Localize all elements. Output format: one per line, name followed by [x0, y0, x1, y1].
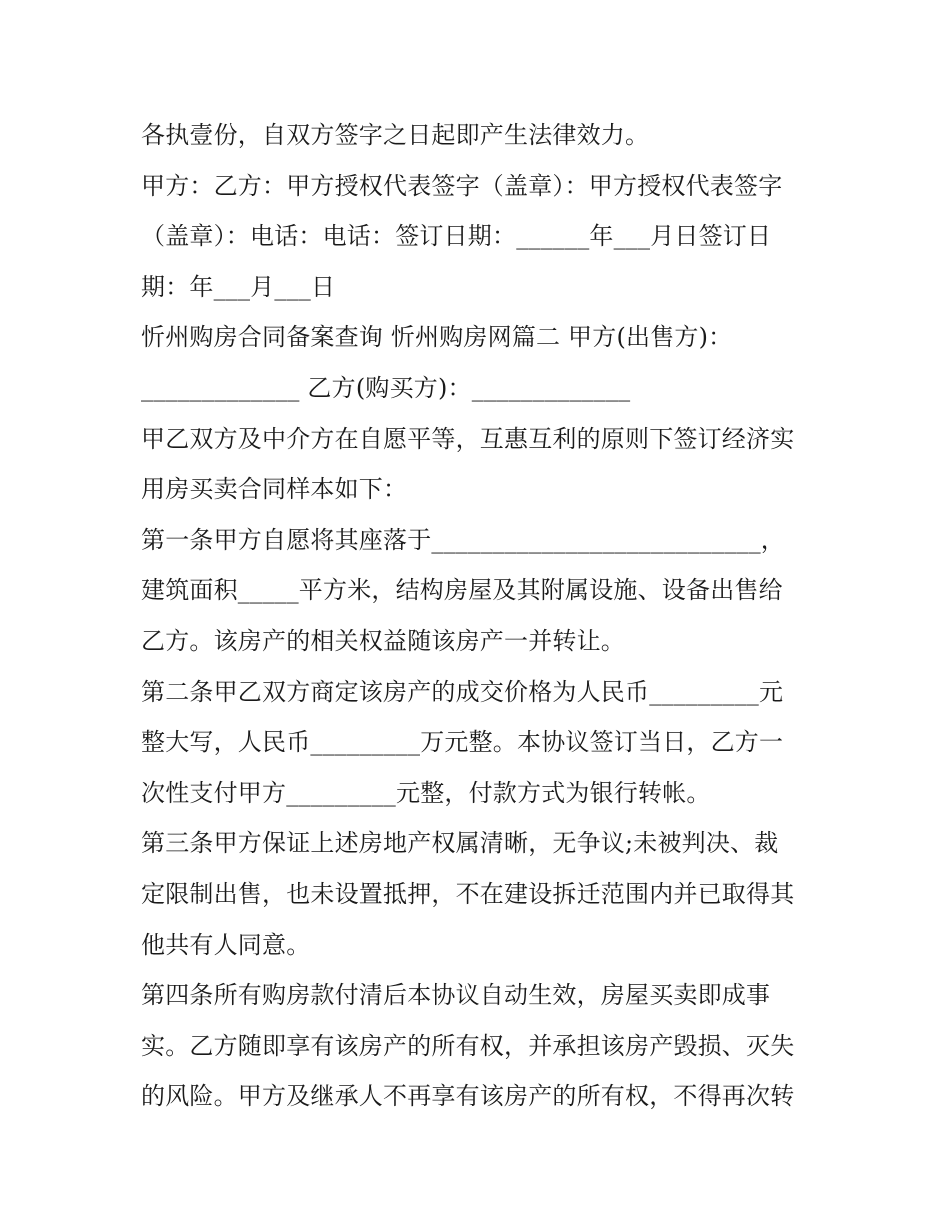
text-line: 他共有人同意。 — [141, 930, 311, 959]
text-line: 期：年___月___日 — [141, 272, 336, 301]
text-line: 第四条所有购房款付清后本协议自动生效，房屋买卖即成事 — [141, 981, 771, 1010]
text-line: 次性支付甲方_________元整，付款方式为银行转帐。 — [141, 778, 711, 807]
text-line: 甲乙双方及中介方在自愿平等，互惠互利的原则下签订经济实 — [141, 424, 795, 453]
text-line: 甲方：乙方：甲方授权代表签字（盖章）：甲方授权代表签字 — [141, 171, 783, 200]
text-line: 建筑面积_____平方米，结构房屋及其附属设施、设备出售给 — [141, 576, 783, 605]
text-line: （盖章）：电话：电话：签订日期：______年___月日签订日 — [141, 222, 772, 251]
text-line: 整大写，人民币_________万元整。本协议签订当日，乙方一 — [141, 728, 784, 757]
text-line: 第三条甲方保证上述房地产权属清晰，无争议;未被判决、裁 — [141, 829, 779, 858]
text-line: 实。乙方随即享有该房产的所有权，并承担该房产毁损、灭失 — [141, 1031, 795, 1060]
text-line: 的风险。甲方及继承人不再享有该房产的所有权，不得再次转 — [141, 1082, 795, 1111]
text-line: 各执壹份，自双方签字之日起即产生法律效力。 — [141, 121, 650, 149]
text-line: 定限制出售，也未设置抵押，不在建设拆迁范围内并已取得其 — [141, 879, 795, 908]
contract-text — [141, 110, 821, 1122]
text-line: 第二条甲乙双方商定该房产的成交价格为人民币_________元 — [141, 677, 784, 706]
text-line: 乙方。该房产的相关权益随该房产一并转让。 — [141, 626, 625, 655]
text-line: 第一条甲方自愿将其座落于___________________________， — [141, 525, 785, 554]
text-line: 用房买卖合同样本如下： — [141, 475, 408, 504]
text-line: _____________ 乙方(购买方)：_____________ — [141, 373, 631, 402]
text-line: 忻州购房合同备案查询 忻州购房网篇二 甲方(出售方)： — [141, 323, 733, 352]
